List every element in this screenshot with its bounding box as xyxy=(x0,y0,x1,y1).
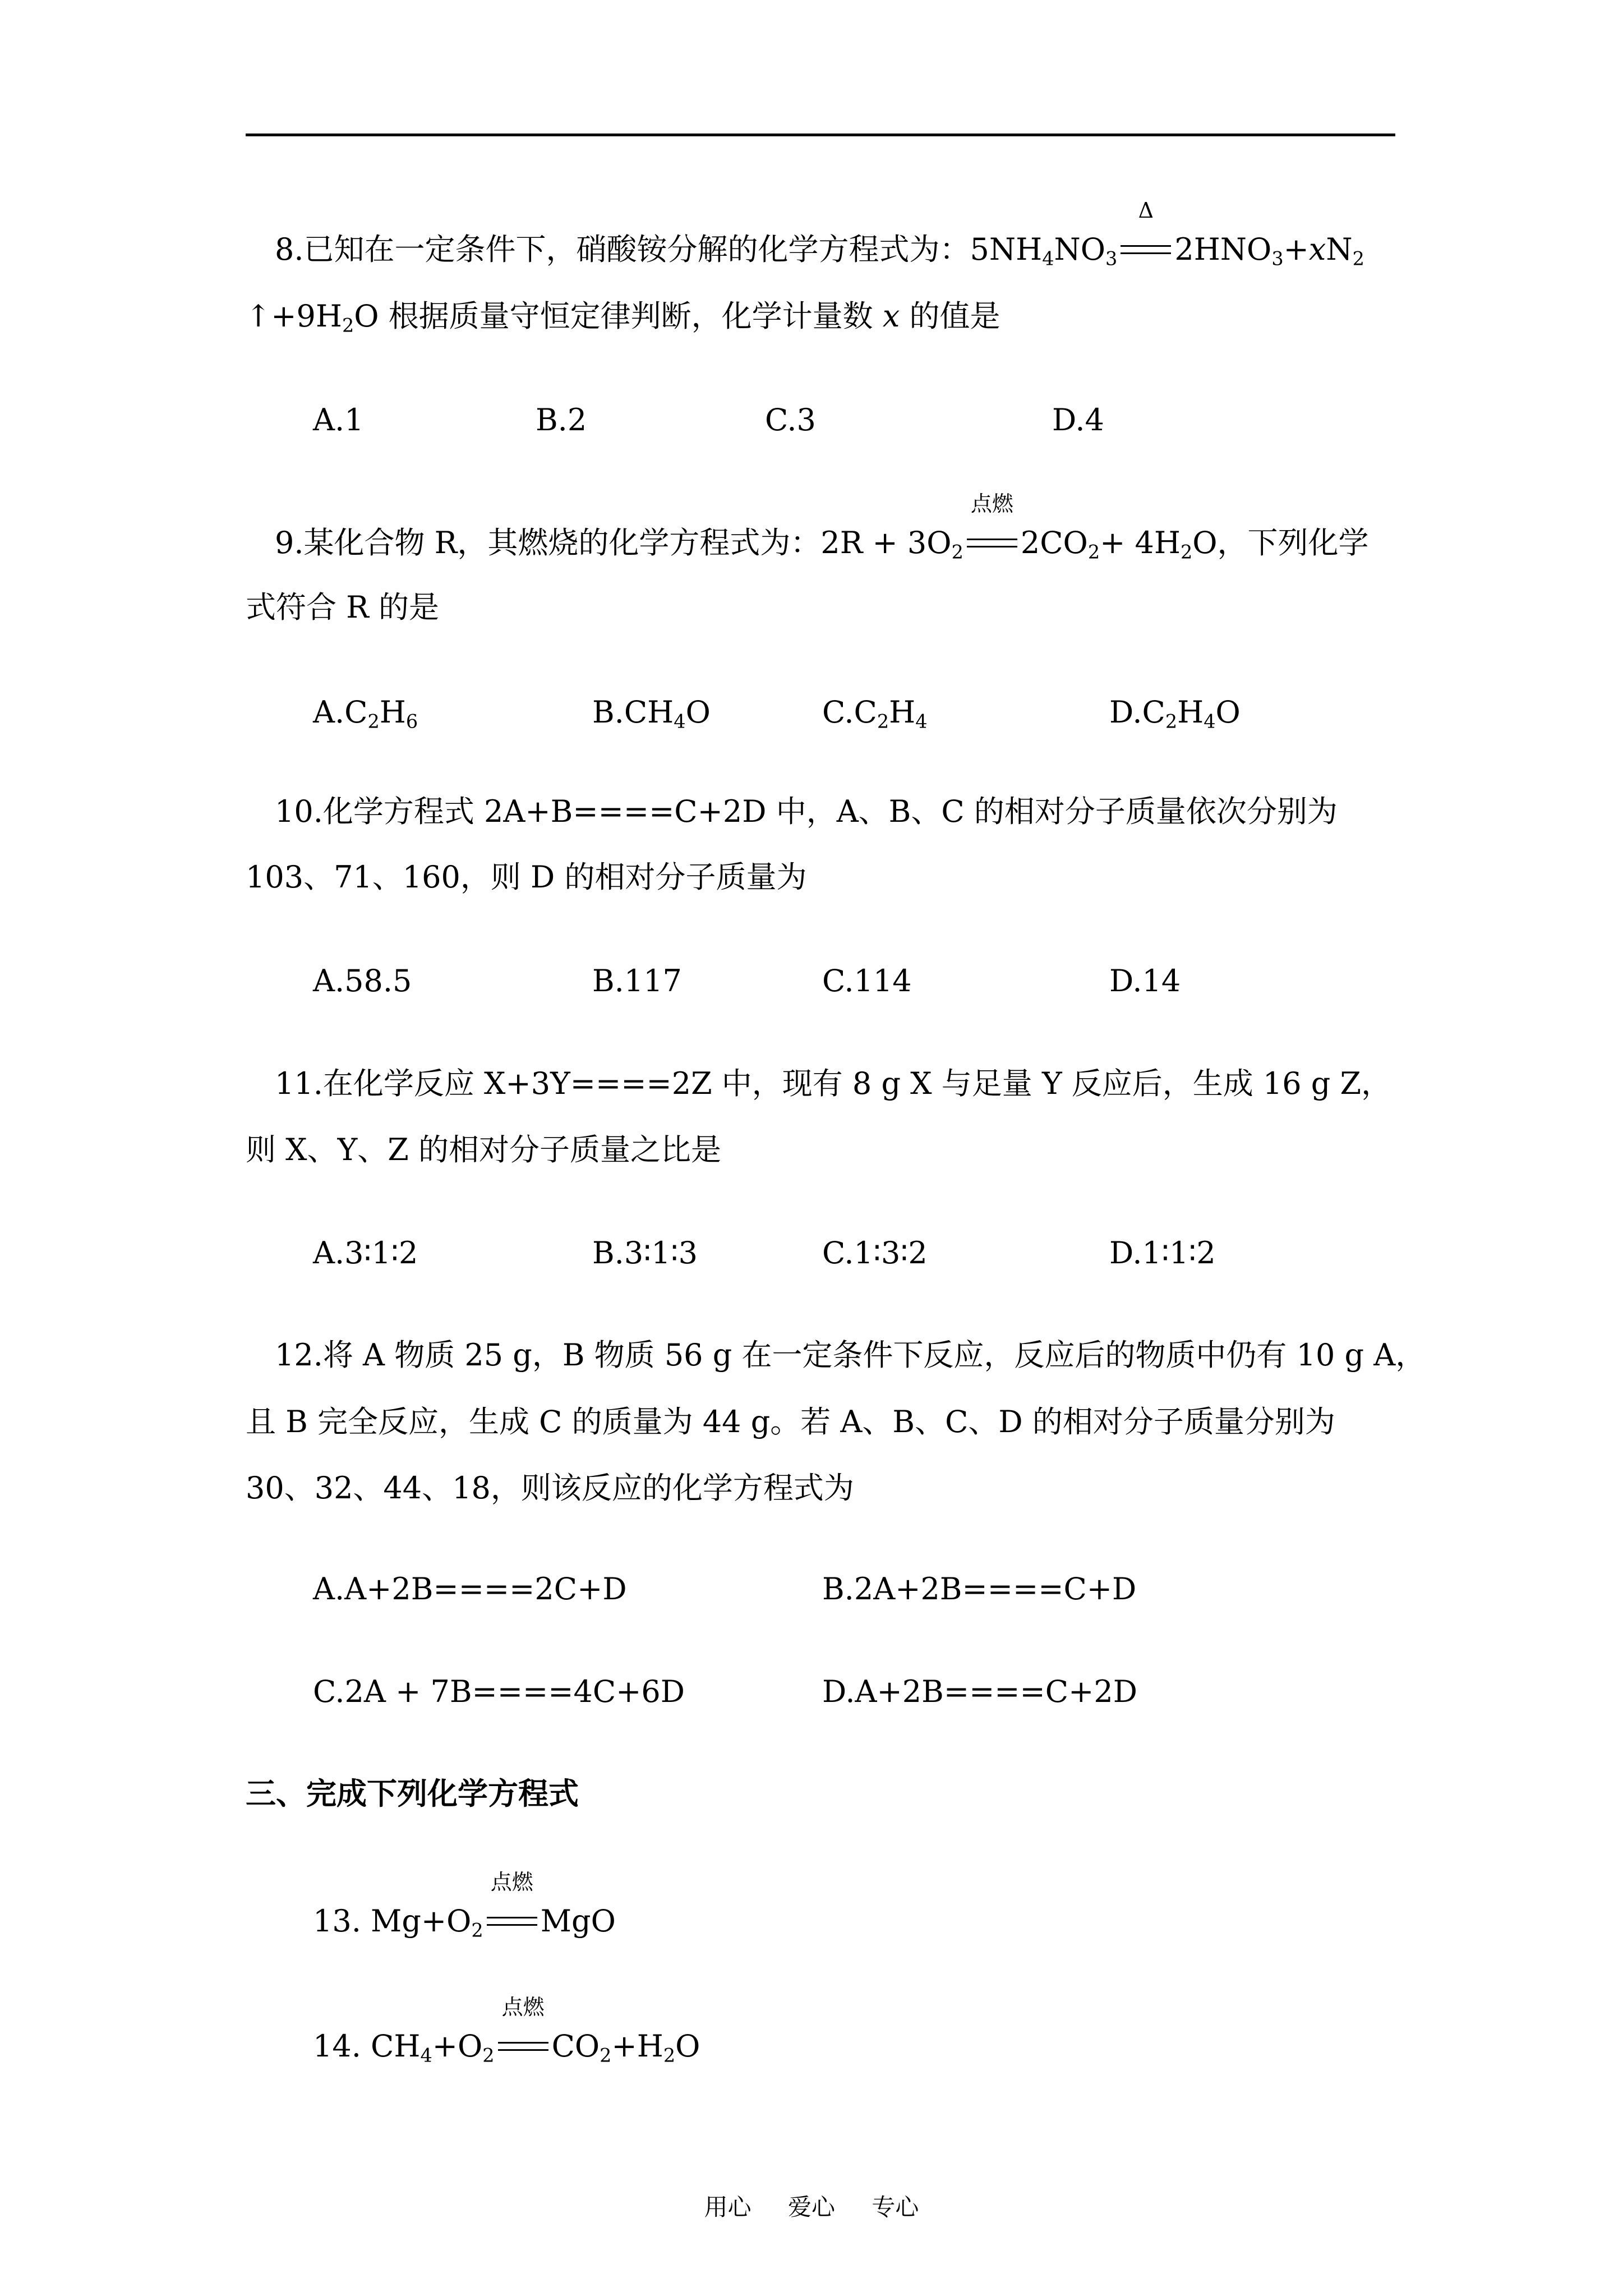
q9-condition-arrow: 点燃 xyxy=(967,528,1017,558)
q9-option-c[interactable]: $C.C_2H_4$ xyxy=(822,694,928,733)
q14-condition-arrow: 点燃 xyxy=(498,2031,548,2062)
q8-line1: 8.已知在一定条件下，硝酸铵分解的化学方程式为：$5NH_4NO_3$ Δ $2HNO_3+xN_2$ xyxy=(275,198,1364,270)
q10-line1: 10.化学方程式 2A+B====C+2D 中，A、B、C 的相对分子质量依次分别为 xyxy=(275,794,1338,829)
q12-option-a[interactable]: A.A+2B====2C+D xyxy=(313,1571,627,1607)
q13-condition-arrow: 点燃 xyxy=(487,1906,537,1936)
q12-line1: 12.将 A 物质 25 g，B 物质 56 g 在一定条件下反应，反应后的物质中仍有 10 g A， xyxy=(275,1337,1426,1373)
q8-option-a[interactable]: A.1 xyxy=(313,402,364,438)
q14-equation: 14. $CH_4+O_2$ 点燃 $CO_2+H_2O$ xyxy=(313,1995,700,2067)
q11-option-c[interactable]: C.1∶3∶2 xyxy=(822,1235,928,1271)
q9-option-a[interactable]: $A.C_2H_6$ xyxy=(313,694,418,733)
footer-text: 用心 xyxy=(704,2193,751,2221)
page-footer xyxy=(0,2189,1623,2223)
q12-line3: 30、32、44、18，则该反应的化学方程式为 xyxy=(246,1470,854,1506)
header-rule xyxy=(246,134,1395,136)
q9-line1: 9.某化合物 R，其燃烧的化学方程式为：$2R + 3O_2$ 点燃 $2CO_2+ 4H_2O$，下列化学 xyxy=(275,491,1369,563)
q8-option-b[interactable]: B.2 xyxy=(536,402,587,438)
q10-option-b[interactable]: B.117 xyxy=(592,963,682,999)
q12-option-d[interactable]: D.A+2B====C+2D xyxy=(822,1674,1138,1709)
q12-line2: 且 B 完全反应，生成 C 的质量为 44 g。若 A、B、C、D 的相对分子质量分别为 xyxy=(246,1404,1335,1439)
q8-option-c[interactable]: C.3 xyxy=(765,402,816,438)
q8-condition-arrow: Δ xyxy=(1121,234,1171,265)
q8-option-d[interactable]: D.4 xyxy=(1052,402,1104,438)
q8-line2: $↑+9H_2O$ 根据质量守恒定律判断，化学计量数 x 的值是 xyxy=(246,298,1000,337)
q11-line2: 则 X、Y、Z 的相对分子质量之比是 xyxy=(246,1132,721,1167)
q12-option-b[interactable]: B.2A+2B====C+D xyxy=(822,1571,1137,1607)
q13-equation: 13. $Mg+O_2$ 点燃 MgO xyxy=(313,1870,616,1941)
q10-option-a[interactable]: A.58.5 xyxy=(313,963,412,999)
q10-option-c[interactable]: C.114 xyxy=(822,963,912,999)
q11-option-a[interactable]: A.3∶1∶2 xyxy=(313,1235,418,1271)
q12-option-c[interactable]: C.2A + 7B====4C+6D xyxy=(313,1674,685,1709)
q11-option-b[interactable]: B.3∶1∶3 xyxy=(592,1235,698,1271)
footer-text: 专心 xyxy=(872,2193,919,2221)
q9-line2: 式符合 R 的是 xyxy=(246,590,439,625)
q10-option-d[interactable]: D.14 xyxy=(1109,963,1181,999)
q11-line1: 11.在化学反应 X+3Y====2Z 中，现有 8 g X 与足量 Y 反应后，生成 16 g Z， xyxy=(275,1066,1392,1101)
q10-line2: 103、71、160，则 D 的相对分子质量为 xyxy=(246,859,807,895)
section-three-title: 三、完成下列化学方程式 xyxy=(246,1775,579,1811)
q9-option-d[interactable]: $D.C_2H_4O$ xyxy=(1109,694,1241,733)
q11-option-d[interactable]: D.1∶1∶2 xyxy=(1109,1235,1216,1271)
footer-text: 爱心 xyxy=(787,2193,835,2221)
q9-option-b[interactable]: $B.CH_4O$ xyxy=(592,694,711,733)
